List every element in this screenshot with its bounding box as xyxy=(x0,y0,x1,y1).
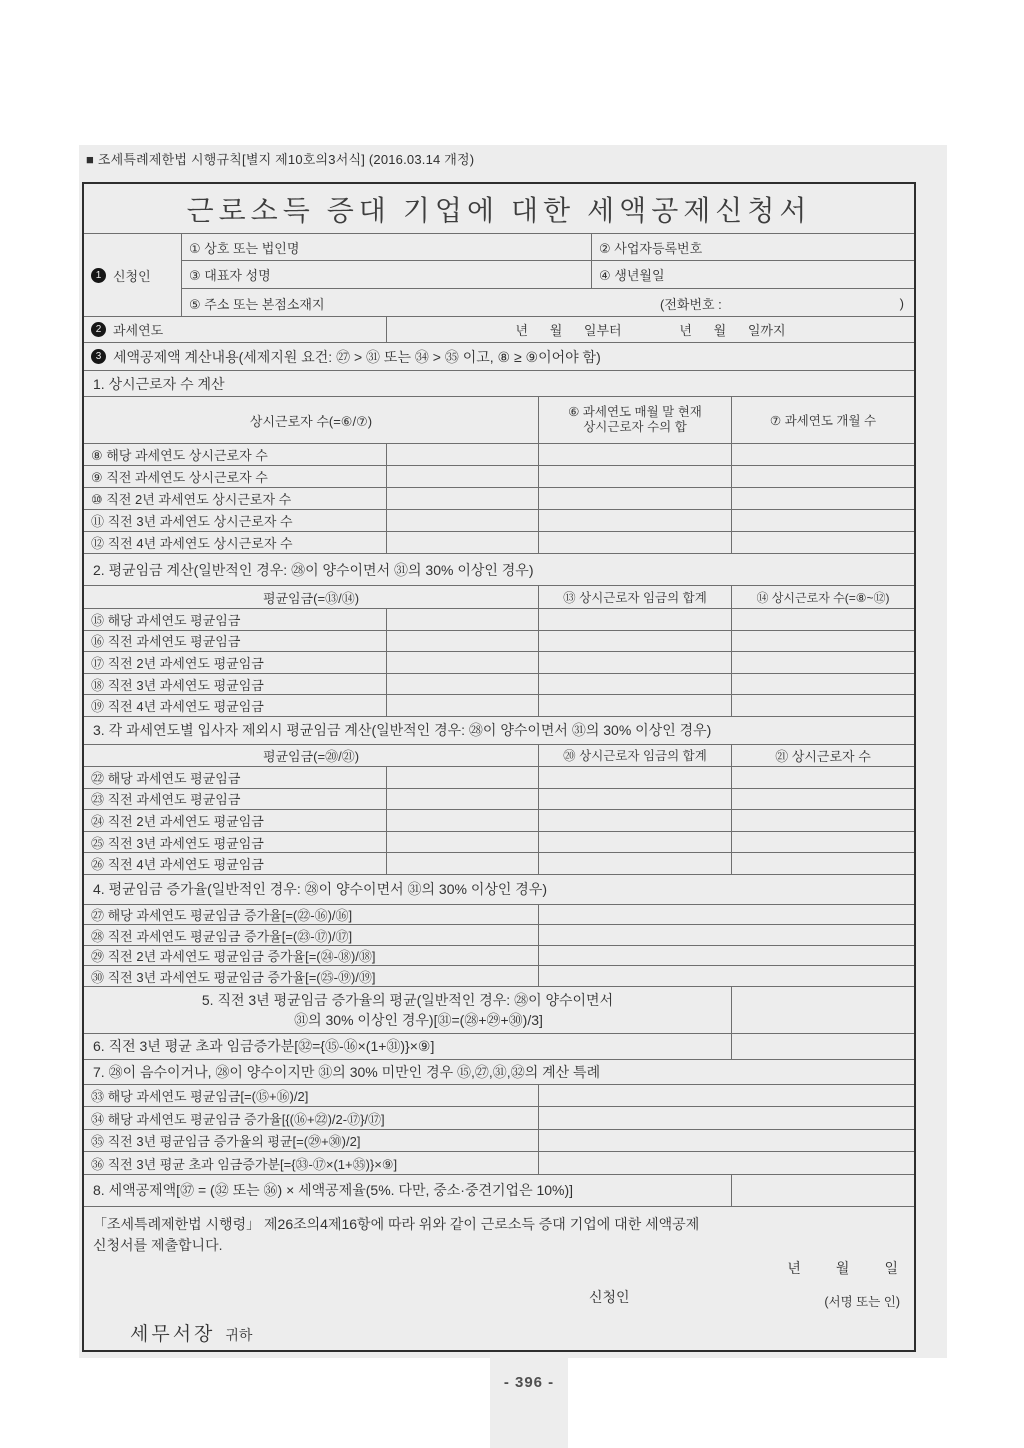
value-cell xyxy=(732,674,914,695)
table-row xyxy=(84,488,914,510)
row-label: ⑮ 해당 과세연도 평균임금 xyxy=(84,609,387,630)
table-row xyxy=(84,652,914,674)
tax-year-label-cell xyxy=(84,317,387,342)
value-cell xyxy=(732,1175,914,1206)
recipient-line xyxy=(130,1319,252,1346)
table1-head-b-line2: 상시근로자 수의 합 xyxy=(583,420,687,434)
row-label: ㊱ 직전 3년 평균 초과 임금증가분[={㉝-⑰×(1+㉟)}×⑨] xyxy=(84,1152,539,1174)
value-cell xyxy=(732,767,914,788)
form-box xyxy=(82,182,916,1352)
value-cell xyxy=(732,532,914,553)
table2-head-a: 평균임금(=⑬/⑭) xyxy=(84,586,539,608)
applicant-row-3 xyxy=(182,289,914,317)
value-cell xyxy=(387,810,539,831)
date-line: 년 월 일 xyxy=(787,1259,898,1276)
row-label: ⑰ 직전 2년 과세연도 평균임금 xyxy=(84,652,387,673)
table1-head-b-line1: ⑥ 과세연도 매월 말 현재 xyxy=(568,405,702,419)
section5-line2: ㉛의 30% 이상인 경우)[㉛=(㉘+㉙+㉚)/3] xyxy=(294,1011,543,1028)
row-label: ⑫ 직전 4년 과세연도 상시근로자 수 xyxy=(84,532,387,553)
row-label: ㉔ 직전 2년 과세연도 평균임금 xyxy=(84,810,387,831)
birth-date-field: ④ 생년월일 xyxy=(599,268,665,283)
table-row xyxy=(84,905,914,926)
table-row xyxy=(84,832,914,854)
row-label: ㉕ 직전 3년 과세연도 평균임금 xyxy=(84,832,387,853)
table-row xyxy=(84,925,914,946)
value-cell xyxy=(387,510,539,531)
value-cell xyxy=(732,488,914,509)
calc-header-cell xyxy=(84,343,914,370)
company-name-field: ① 상호 또는 법인명 xyxy=(182,234,592,260)
table3-head-b: ⑳ 상시근로자 임금의 합계 xyxy=(539,745,732,766)
applicant-row-1 xyxy=(182,234,914,261)
value-cell xyxy=(387,789,539,810)
value-cell xyxy=(732,832,914,853)
filled-circle-1-badge: 1 xyxy=(91,268,106,283)
table1-head-a: 상시근로자 수(=⑥/⑦) xyxy=(84,397,539,443)
table-row xyxy=(84,1107,914,1130)
table-row xyxy=(84,1085,914,1108)
value-cell xyxy=(387,767,539,788)
table1-header-row xyxy=(84,397,914,444)
table-row xyxy=(84,695,914,717)
value-cell xyxy=(732,466,914,487)
business-reg-no-field: ② 사업자등록번호 xyxy=(599,240,703,256)
value-cell xyxy=(387,631,539,652)
table-row xyxy=(84,767,914,789)
tax-year-row xyxy=(84,317,914,343)
section8-label: 8. 세액공제액[㊲ = (㉜ 또는 ㊱) × 세액공제율(5%. 다만, 중소·중견기업은 10%)] xyxy=(84,1175,732,1206)
value-cell xyxy=(539,444,732,465)
section6-label: 6. 직전 3년 평균 초과 임금증가분[㉜={⑮-⑯×(1+㉛)}×⑨] xyxy=(84,1034,732,1059)
value-cell xyxy=(539,946,914,966)
applicant-block xyxy=(84,234,914,317)
value-cell xyxy=(539,966,914,986)
section5-row xyxy=(84,987,914,1034)
row-label: ㉗ 해당 과세연도 평균임금 증가율[=(㉒-⑯)/⑯] xyxy=(84,905,539,925)
value-cell xyxy=(539,853,732,874)
table-row xyxy=(84,444,914,466)
value-cell xyxy=(387,652,539,673)
applicant-row-2 xyxy=(182,261,914,289)
value-cell xyxy=(387,488,539,509)
table-row xyxy=(84,674,914,696)
tax-year-period: 년 월 일부터 년 월 일까지 xyxy=(515,323,786,338)
calc-header-label: 세액공제액 계산내용(세제지원 요건: ㉗ > ㉛ 또는 ㉞ > ㉟ 이고, ⑧ ≥ ⑨이어야 함) xyxy=(113,348,601,365)
table3-header-row xyxy=(84,745,914,767)
value-cell xyxy=(387,466,539,487)
applicant-label: 신청인 xyxy=(113,268,151,284)
value-cell xyxy=(539,789,732,810)
value-cell xyxy=(539,1107,914,1129)
address-label: ⑤ 주소 또는 본점소재지 xyxy=(189,296,325,312)
footer-applicant-label: 신청인 xyxy=(589,1288,630,1305)
value-cell xyxy=(732,609,914,630)
section3-title: 3. 각 과세연도별 입사자 제외시 평균임금 계산(일반적인 경우: ㉘이 양수이면서 ㉛의 30% 이상인 경우) xyxy=(93,722,712,739)
row-label: ㉓ 직전 과세연도 평균임금 xyxy=(84,789,387,810)
value-cell xyxy=(539,488,732,509)
declaration-line1: 「조세특례제한법 시행령」 제26조의4제16항에 따라 위와 같이 근로소득 증대 기업에 대한 세액공제 xyxy=(93,1215,700,1232)
table-row xyxy=(84,966,914,987)
filled-circle-3-badge: 3 xyxy=(91,349,106,364)
section7-title: 7. ㉘이 음수이거나, ㉘이 양수이지만 ㉛의 30% 미만인 경우 ⑮,㉗,㉛,㉜의 계산 특례 xyxy=(93,1063,601,1080)
table-row xyxy=(84,1152,914,1175)
table-row xyxy=(84,853,914,875)
value-cell xyxy=(539,1085,914,1107)
value-cell xyxy=(539,925,914,945)
scan-paper xyxy=(79,145,947,1358)
value-cell xyxy=(732,510,914,531)
value-cell xyxy=(539,631,732,652)
section1-title: 1. 상시근로자 수 계산 xyxy=(93,375,225,392)
section8-row xyxy=(84,1175,914,1207)
page-number-strip xyxy=(490,1358,568,1448)
section4-title: 4. 평균임금 증가율(일반적인 경우: ㉘이 양수이면서 ㉛의 30% 이상인 경우) xyxy=(93,881,548,898)
tax-year-label: 과세연도 xyxy=(113,323,164,338)
row-label: ㉞ 해당 과세연도 평균임금 증가율[{(⑯+㉒)/2-⑰}/⑰] xyxy=(84,1107,539,1129)
row-label: ㉖ 직전 4년 과세연도 평균임금 xyxy=(84,853,387,874)
row-label: ⑩ 직전 2년 과세연도 상시근로자 수 xyxy=(84,488,387,509)
value-cell xyxy=(387,609,539,630)
recipient-suffix: 귀하 xyxy=(225,1326,253,1343)
row-label: ㉙ 직전 2년 과세연도 평균임금 증가율[=(㉔-⑱)/⑱] xyxy=(84,946,539,966)
row-label: ㉟ 직전 3년 평균임금 증가율의 평균[=(㉙+㉚)/2] xyxy=(84,1130,539,1152)
table-row xyxy=(84,789,914,811)
table-row xyxy=(84,532,914,554)
table-row xyxy=(84,946,914,967)
section1-title-row xyxy=(84,371,914,397)
table-row xyxy=(84,631,914,653)
value-cell xyxy=(387,853,539,874)
section4-title-row xyxy=(84,875,914,905)
value-cell xyxy=(387,674,539,695)
row-label: ㉝ 해당 과세연도 평균임금[=(⑮+⑯)/2] xyxy=(84,1085,539,1107)
value-cell xyxy=(539,1130,914,1152)
table1-head-b xyxy=(539,397,732,443)
value-cell xyxy=(732,810,914,831)
value-cell xyxy=(539,810,732,831)
table2-head-c: ⑭ 상시근로자 수(=⑧~⑫) xyxy=(756,590,890,605)
form-title: 근로소득 증대 기업에 대한 세액공제신청서 xyxy=(186,195,812,227)
value-cell xyxy=(387,532,539,553)
value-cell xyxy=(539,1152,914,1174)
recipient-title: 세무서장 xyxy=(130,1323,216,1345)
value-cell xyxy=(732,789,914,810)
table3-head-c: ㉑ 상시근로자 수 xyxy=(775,748,871,764)
row-label: ⑧ 해당 과세연도 상시근로자 수 xyxy=(84,444,387,465)
table-row xyxy=(84,1130,914,1153)
applicant-label-cell xyxy=(84,234,182,316)
value-cell xyxy=(539,609,732,630)
representative-name-field: ③ 대표자 성명 xyxy=(182,261,592,288)
table-row xyxy=(84,466,914,488)
value-cell xyxy=(539,466,732,487)
section5-label xyxy=(84,987,732,1033)
signature-note: (서명 또는 인) xyxy=(824,1294,900,1309)
value-cell xyxy=(732,695,914,716)
doc-header: ■ 조세특례제한법 시행규칙[별지 제10호의3서식] (2016.03.14 개정) xyxy=(86,152,475,167)
phone-label: (전화번호 : xyxy=(660,296,722,312)
section2-title-row xyxy=(84,554,914,586)
declaration-text xyxy=(93,1214,699,1256)
value-cell xyxy=(539,652,732,673)
table1-head-c: ⑦ 과세연도 개월 수 xyxy=(769,414,877,428)
value-cell xyxy=(732,652,914,673)
title-row xyxy=(84,184,914,234)
row-label: ㉒ 해당 과세연도 평균임금 xyxy=(84,767,387,788)
row-label: ⑪ 직전 3년 과세연도 상시근로자 수 xyxy=(84,510,387,531)
phone-close-paren: ) xyxy=(899,295,904,311)
row-label: ㉘ 직전 과세연도 평균임금 증가율[=(㉓-⑰)/⑰] xyxy=(84,925,539,945)
value-cell xyxy=(732,1034,914,1059)
row-label: ⑯ 직전 과세연도 평균임금 xyxy=(84,631,387,652)
value-cell xyxy=(732,987,914,1033)
value-cell xyxy=(539,905,914,925)
declaration-line2: 신청서를 제출합니다. xyxy=(93,1236,223,1253)
calc-header-row xyxy=(84,343,914,371)
address-field xyxy=(182,289,914,317)
value-cell xyxy=(732,631,914,652)
table-row xyxy=(84,609,914,631)
value-cell xyxy=(387,444,539,465)
section7-title-row xyxy=(84,1060,914,1085)
row-label: ⑨ 직전 과세연도 상시근로자 수 xyxy=(84,466,387,487)
row-label: ⑲ 직전 4년 과세연도 평균임금 xyxy=(84,695,387,716)
footer-block xyxy=(84,1207,914,1350)
value-cell xyxy=(539,695,732,716)
value-cell xyxy=(539,510,732,531)
filled-circle-2-badge: 2 xyxy=(91,322,106,337)
page-number: - 396 - xyxy=(503,1374,555,1391)
value-cell xyxy=(387,695,539,716)
table2-head-b: ⑬ 상시근로자 임금의 합계 xyxy=(539,586,732,608)
value-cell xyxy=(732,444,914,465)
value-cell xyxy=(387,832,539,853)
table3-head-a: 평균임금(=⑳/㉑) xyxy=(84,745,539,766)
section6-row xyxy=(84,1034,914,1060)
applicant-fields xyxy=(182,234,914,316)
value-cell xyxy=(732,853,914,874)
value-cell xyxy=(539,674,732,695)
table2-header-row xyxy=(84,586,914,609)
row-label: ⑱ 직전 3년 과세연도 평균임금 xyxy=(84,674,387,695)
section2-title: 2. 평균임금 계산(일반적인 경우: ㉘이 양수이면서 ㉛의 30% 이상인 경우) xyxy=(93,561,534,578)
row-label: ㉚ 직전 3년 과세연도 평균임금 증가율[=(㉕-⑲)/⑲] xyxy=(84,966,539,986)
table-row xyxy=(84,510,914,532)
section5-line1: 5. 직전 3년 평균임금 증가율의 평균(일반적인 경우: ㉘이 양수이면서 xyxy=(201,991,614,1008)
table-row xyxy=(84,810,914,832)
section3-title-row xyxy=(84,717,914,745)
value-cell xyxy=(539,767,732,788)
value-cell xyxy=(539,532,732,553)
value-cell xyxy=(539,832,732,853)
